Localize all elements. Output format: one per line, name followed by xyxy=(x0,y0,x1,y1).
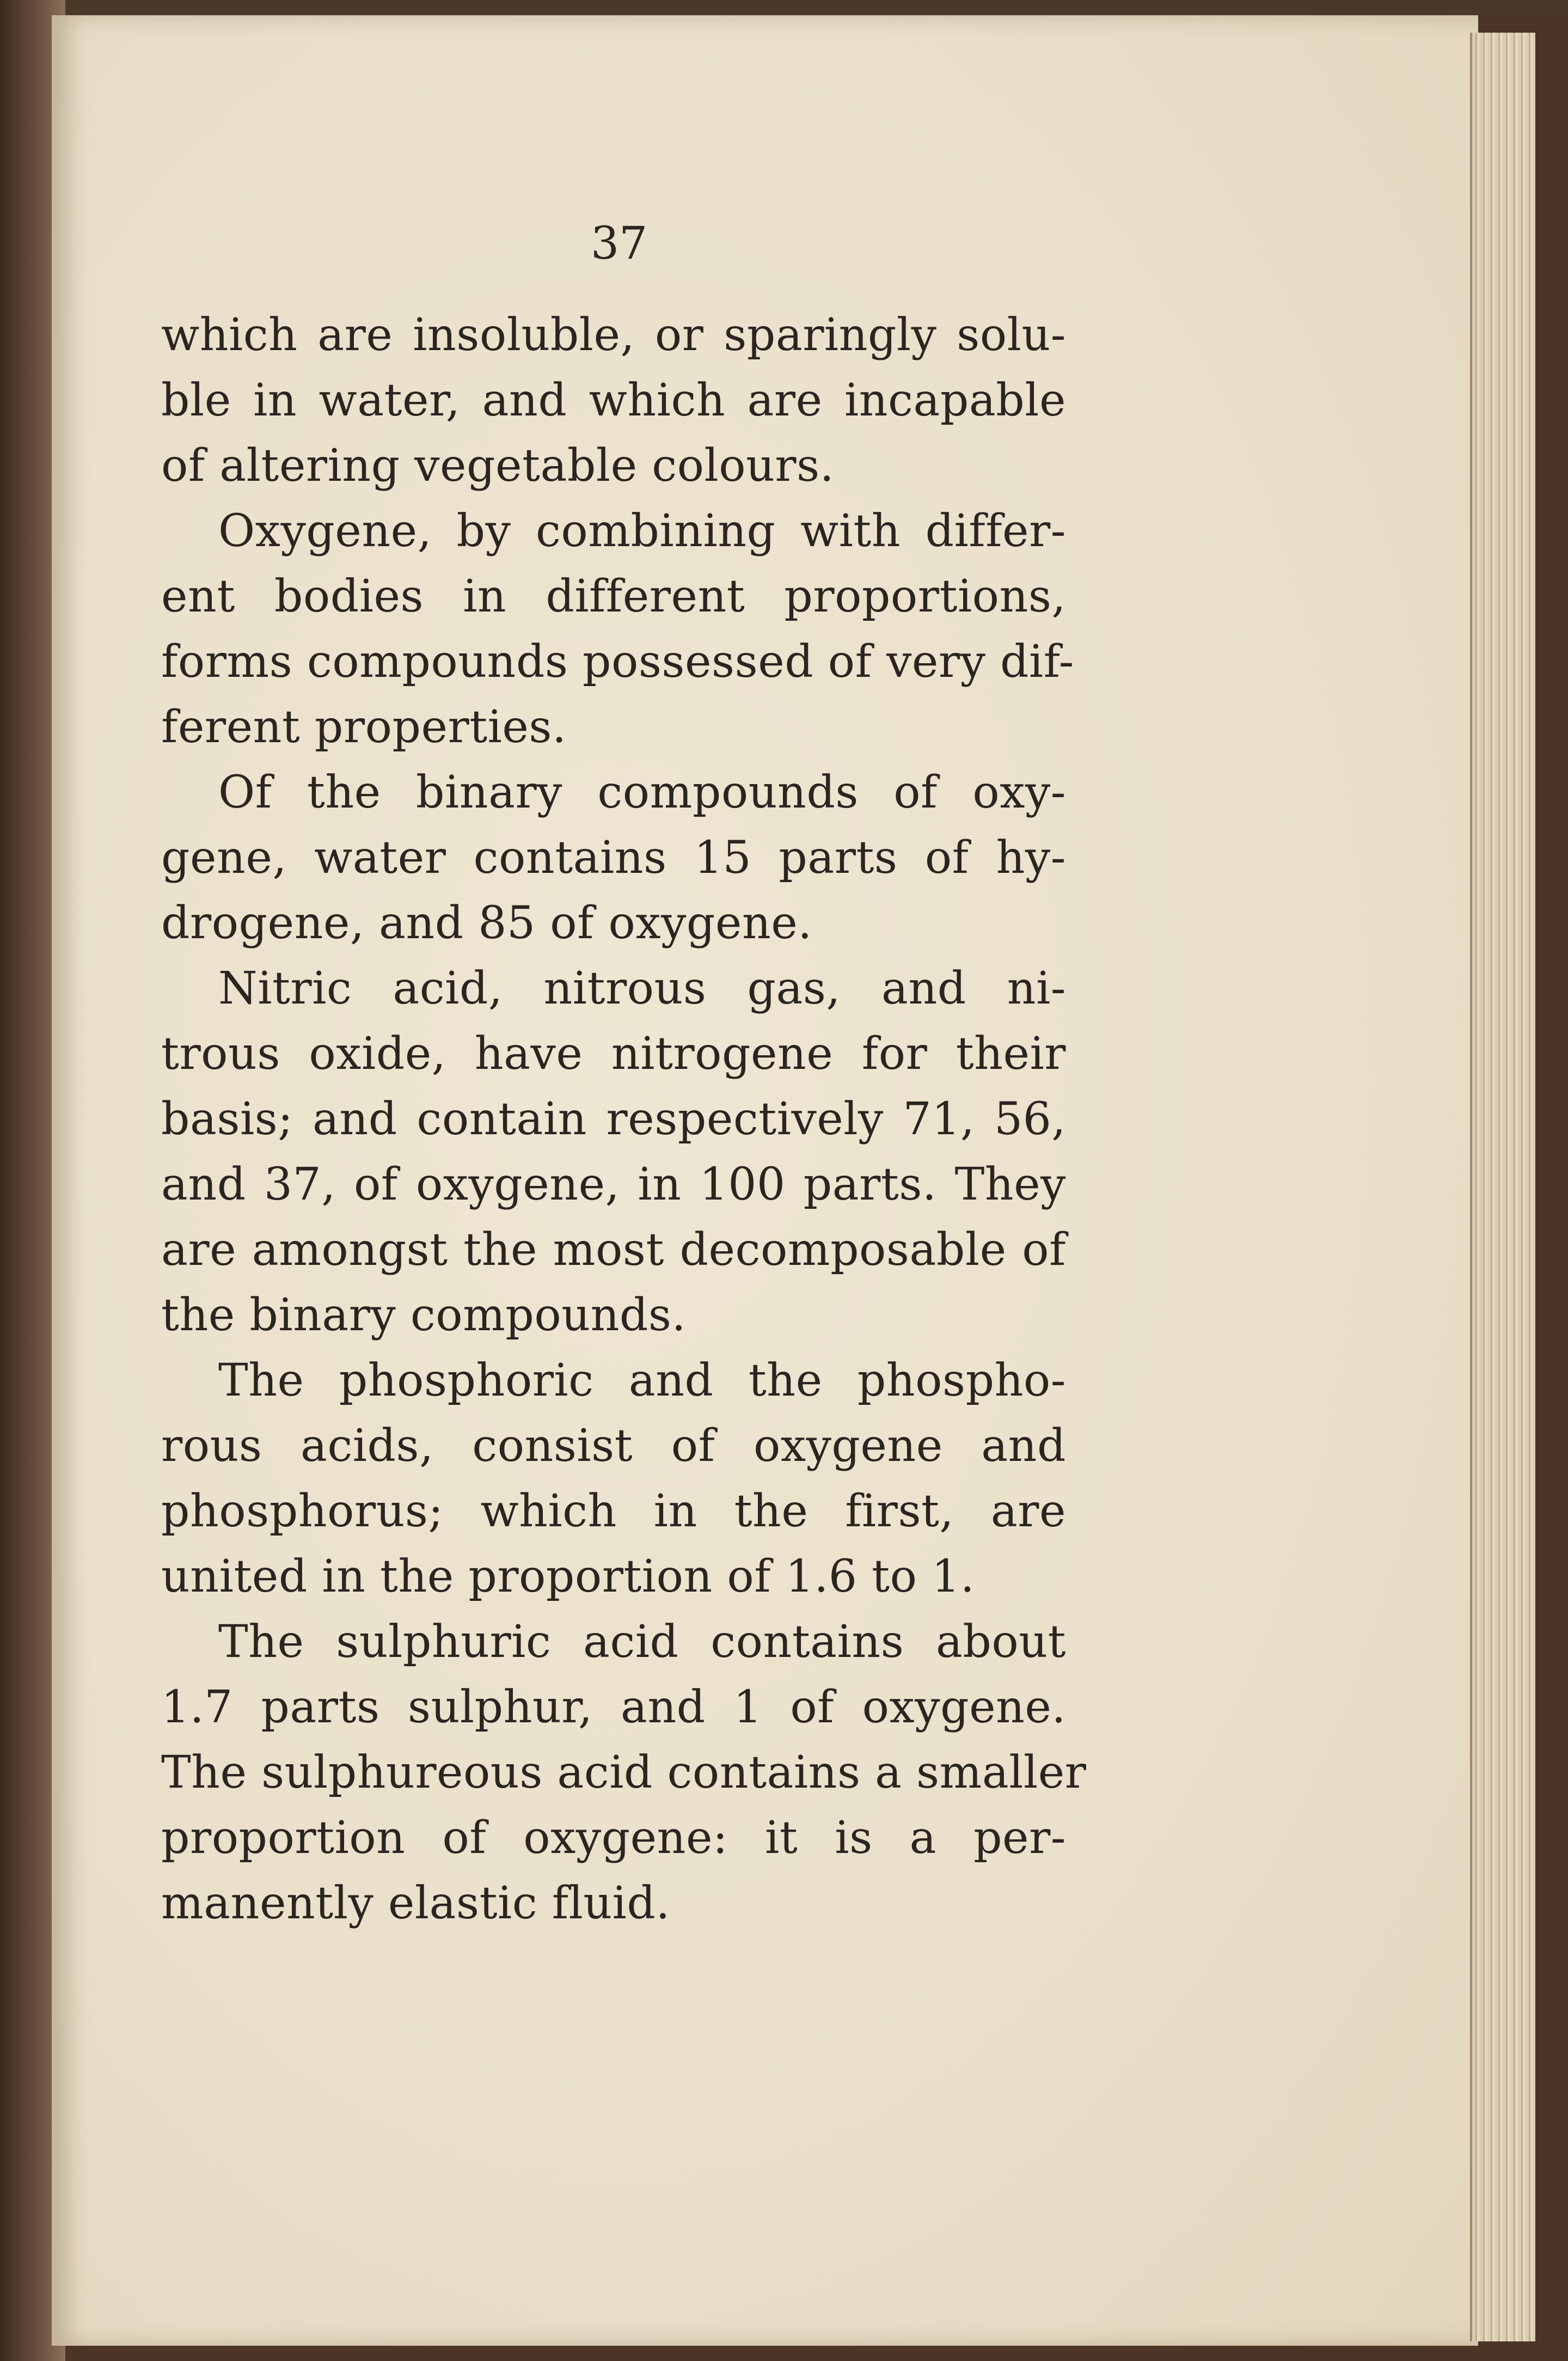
paragraph xyxy=(161,760,1066,956)
text-line: The sulphureous acid contains a smaller xyxy=(161,1747,1087,1799)
text-line: gene, water contains 15 parts of hy- xyxy=(161,832,1066,884)
paragraph xyxy=(161,1610,1087,1936)
text-line: drogene, and 85 of oxygene. xyxy=(161,897,812,949)
text-line: The phosphoric and the phospho- xyxy=(218,1355,1066,1406)
paragraph xyxy=(161,1348,1066,1610)
paragraph xyxy=(161,303,1066,499)
text-line: Oxygene, by combining with differ- xyxy=(218,505,1066,557)
text-line: phosphorus; which in the first, are xyxy=(161,1485,1066,1537)
paragraph xyxy=(161,499,1074,760)
text-line: forms compounds possessed of very dif- xyxy=(161,636,1074,688)
page-number: 37 xyxy=(591,218,648,270)
text-line: rous acids, consist of oxygene and xyxy=(161,1420,1066,1472)
body-text xyxy=(161,303,1087,1936)
text-line: the binary compounds. xyxy=(161,1289,687,1341)
text-line: trous oxide, have nitrogene for their xyxy=(161,1028,1066,1080)
text-line: are amongst the most decomposable of xyxy=(161,1224,1066,1276)
text-line: ble in water, and which are incapable xyxy=(161,375,1066,426)
text-line: The sulphuric acid contains about xyxy=(218,1616,1066,1668)
text-line: basis; and contain respectively 71, 56, xyxy=(161,1093,1066,1145)
text-line: united in the proportion of 1.6 to 1. xyxy=(161,1551,975,1602)
text-line: which are insoluble, or sparingly solu- xyxy=(161,309,1066,361)
text-line: ent bodies in different proportions, xyxy=(161,571,1066,622)
text-line: Of the binary compounds of oxy- xyxy=(218,767,1066,818)
text-line: proportion of oxygene: it is a per- xyxy=(161,1812,1066,1864)
text-line: and 37, of oxygene, in 100 parts. They xyxy=(161,1159,1066,1210)
text-line: of altering vegetable colours. xyxy=(161,440,835,492)
text-line: ferent properties. xyxy=(161,701,567,753)
text-line: manently elastic fluid. xyxy=(161,1877,670,1929)
book-cover-top-edge xyxy=(0,0,1568,16)
text-line: Nitric acid, nitrous gas, and ni- xyxy=(218,963,1066,1014)
book-cover-right-edge xyxy=(1535,33,1568,2361)
text-line: 1.7 parts sulphur, and 1 of oxygene. xyxy=(161,1681,1066,1733)
paragraph xyxy=(161,956,1066,1348)
